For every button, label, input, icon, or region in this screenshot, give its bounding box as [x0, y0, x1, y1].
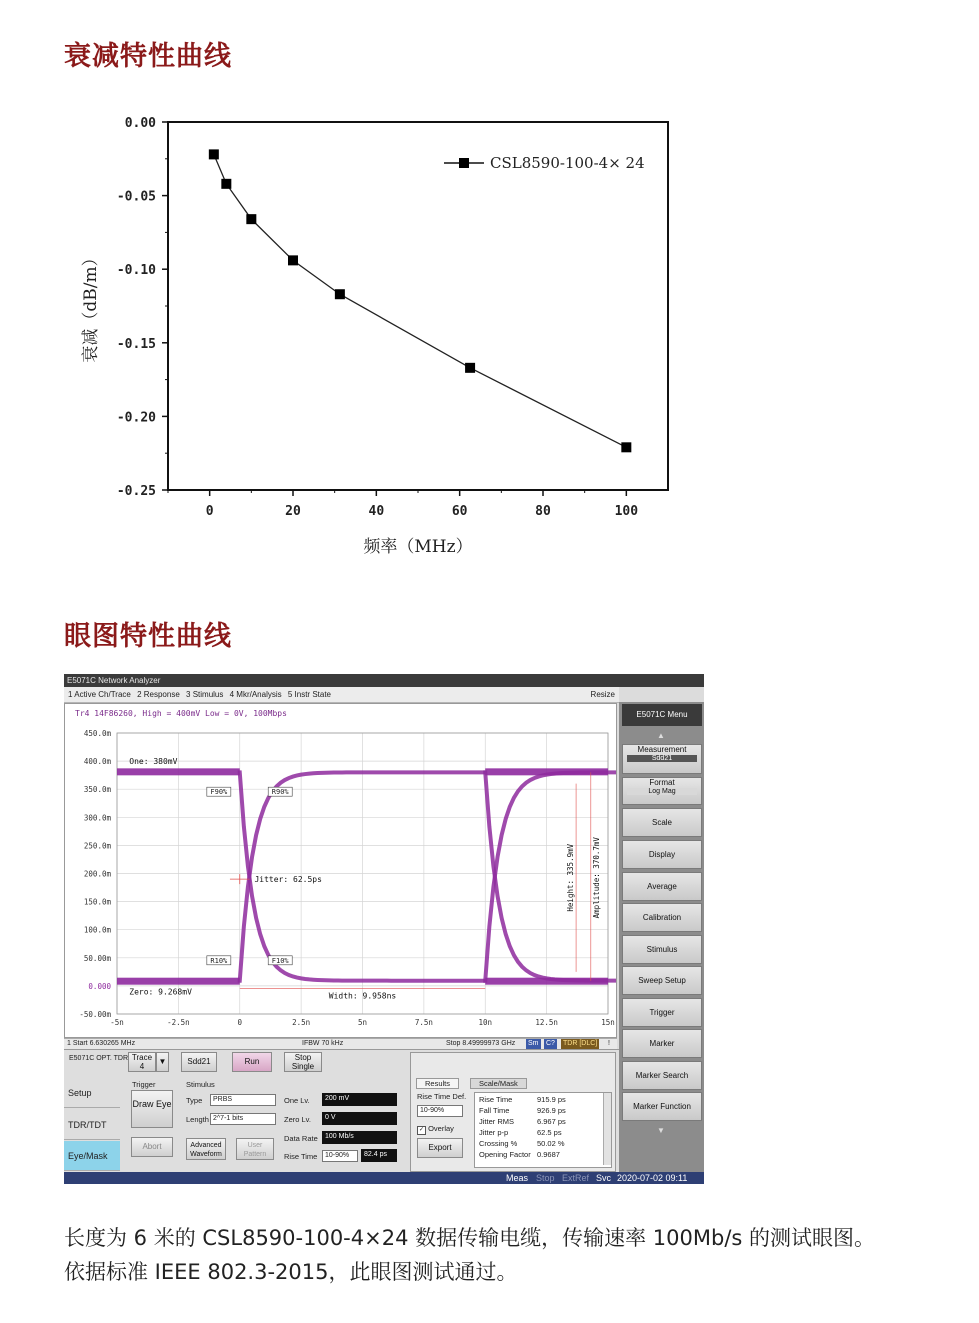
- x-tick-label: 20: [285, 504, 301, 519]
- data-rate-label: Data Rate: [284, 1134, 318, 1143]
- jitter-label: Jitter: 62.5ps: [254, 875, 322, 885]
- y-tick-label: 0.00: [124, 116, 156, 131]
- result-name: Jitter p-p: [479, 1128, 509, 1137]
- overlay-checkbox[interactable]: ✓ Overlay: [418, 1124, 454, 1133]
- y-tick-label: 0.000: [88, 981, 111, 991]
- caption-line-2: 依据标准 IEEE 802.3-2015，此眼图测试通过。: [64, 1260, 518, 1284]
- channel-status-bar: [64, 1038, 617, 1049]
- run-button[interactable]: Run: [232, 1052, 272, 1072]
- x-tick-label: 7.5n: [414, 1018, 433, 1027]
- menu-stimulus[interactable]: 3 Stimulus: [186, 690, 224, 699]
- softkey-sweep-setup[interactable]: Sweep Setup: [622, 966, 702, 995]
- eye-diagram: [65, 704, 616, 1037]
- length-label: Length: [186, 1115, 209, 1124]
- y-tick-label: 300.0m: [83, 813, 111, 823]
- abort-button[interactable]: Abort: [131, 1137, 173, 1157]
- footer-stop: Stop: [536, 1173, 555, 1183]
- status-tag-tdr: TDR [DLC]: [563, 1040, 598, 1047]
- section-heading-attenuation: 衰减特性曲线: [64, 41, 232, 72]
- softkey-menu-title: E5071C Menu: [622, 704, 702, 726]
- menu-bar: [64, 687, 619, 703]
- tdr-brand: E5071C OPT. TDR: [69, 1055, 129, 1062]
- softkey-marker-search[interactable]: Marker Search: [622, 1061, 702, 1090]
- result-name: Crossing %: [479, 1139, 518, 1148]
- user-pattern-button[interactable]: User Pattern: [236, 1138, 274, 1160]
- x-tick-label: 40: [368, 504, 385, 519]
- zero-level-label: Zero: 9.268mV: [129, 987, 192, 997]
- data-point: [221, 179, 231, 189]
- scale-mask-tab[interactable]: Scale/Mask: [470, 1078, 527, 1089]
- footer-svc: Svc: [596, 1173, 612, 1183]
- attenuation-chart: [60, 100, 690, 570]
- results-scrollbar[interactable]: [603, 1093, 611, 1165]
- y-tick-label: -0.05: [116, 189, 156, 205]
- x-tick-label: 5n: [357, 1018, 368, 1027]
- trace-selector[interactable]: Trace 4: [128, 1052, 156, 1072]
- softkey-trigger[interactable]: Trigger: [622, 998, 702, 1027]
- start-freq: 1 Start 6.630265 MHz: [67, 1040, 136, 1047]
- trace-title: Tr4 14F86260, High = 400mV Low = 0V, 100Mbps: [75, 709, 287, 718]
- x-tick-label: 12.5n: [535, 1018, 558, 1027]
- side-tab-setup[interactable]: Setup: [64, 1078, 120, 1108]
- legend-label: CSL8590-100-4× 24: [490, 154, 645, 172]
- data-point: [246, 214, 256, 224]
- series-line: [214, 154, 627, 447]
- result-name: Jitter RMS: [479, 1117, 515, 1126]
- zero-level-trace: [117, 978, 240, 985]
- rise-time-field[interactable]: 82.4 ps: [361, 1149, 397, 1162]
- softkey-menu: [619, 702, 704, 1172]
- result-name: Fall Time: [479, 1106, 510, 1115]
- y-tick-label: 350.0m: [83, 785, 111, 795]
- y-tick-label: -0.25: [116, 484, 156, 499]
- x-tick-label: 2.5n: [292, 1018, 311, 1027]
- rise-time-label: Rise Time: [284, 1152, 318, 1161]
- export-button[interactable]: Export: [417, 1138, 463, 1158]
- stop-single-button[interactable]: Stop Single: [284, 1052, 322, 1072]
- data-rate-field[interactable]: 100 Mb/s: [322, 1131, 397, 1144]
- y-tick-label: 200.0m: [83, 869, 111, 879]
- y-tick-label: 50.00m: [83, 953, 111, 963]
- x-tick-label: 0: [205, 504, 214, 519]
- window-title: E5071C Network Analyzer: [64, 674, 704, 687]
- result-value: 926.9 ps: [537, 1106, 566, 1115]
- y-tick-label: -0.20: [116, 410, 156, 426]
- result-value: 50.02 %: [537, 1139, 565, 1148]
- menu-active-trace[interactable]: 1 Active Ch/Trace: [68, 690, 131, 699]
- data-point: [621, 442, 631, 452]
- x-tick-label: 100: [614, 504, 639, 519]
- menu-instr-state[interactable]: 5 Instr State: [287, 690, 331, 699]
- trigger-label: Trigger: [132, 1080, 156, 1089]
- softkey-average[interactable]: Average: [622, 872, 702, 901]
- side-tab-eye-mask[interactable]: Eye/Mask: [64, 1141, 120, 1171]
- data-point: [465, 363, 475, 373]
- advanced-waveform-button[interactable]: Advanced Waveform: [186, 1138, 226, 1160]
- softkey-measurement[interactable]: Measurement Sdd21: [622, 744, 702, 774]
- rise-time-select[interactable]: 10-90%: [322, 1150, 358, 1162]
- data-point: [209, 149, 219, 159]
- caption-line-1: 长度为 6 米的 CSL8590-100-4×24 数据传输电缆，传输速率 100Mb/s 的测试眼图。: [64, 1226, 876, 1250]
- network-analyzer-window: [64, 674, 704, 1184]
- height-label: Height: 335.9mV: [566, 843, 576, 912]
- softkey-stimulus[interactable]: Stimulus: [622, 935, 702, 964]
- results-table: [474, 1092, 612, 1168]
- softkey-calibration[interactable]: Calibration: [622, 903, 702, 932]
- scroll-up-icon[interactable]: ▲: [657, 731, 665, 740]
- ifbw: IFBW 70 kHz: [302, 1040, 344, 1047]
- x-axis-label: 频率（MHz）: [363, 537, 473, 557]
- stop-freq: Stop 8.49999973 GHz: [446, 1040, 516, 1047]
- marker-f10: F10%: [271, 956, 289, 965]
- result-name: Rise Time: [479, 1095, 513, 1104]
- softkey-format[interactable]: Format Log Mag: [622, 777, 702, 805]
- status-tag-sm: Sm: [528, 1040, 539, 1047]
- data-point: [335, 289, 345, 299]
- legend-marker: [459, 158, 469, 168]
- side-tab-tdr-tdt[interactable]: TDR/TDT: [64, 1110, 120, 1140]
- y-tick-label: -0.10: [116, 263, 156, 279]
- y-tick-label: -50.00m: [79, 1010, 111, 1019]
- one-level-field[interactable]: 200 mV: [322, 1093, 397, 1106]
- param-button[interactable]: Sdd21: [181, 1052, 217, 1072]
- one-level-label: One Lv.: [284, 1096, 310, 1105]
- rise-time-def-select[interactable]: 10-90%: [417, 1105, 463, 1117]
- y-tick-label: 400.0m: [83, 757, 111, 767]
- data-point: [288, 255, 298, 265]
- footer-status-bar: [64, 1172, 704, 1184]
- softkey-scale[interactable]: Scale: [622, 808, 702, 837]
- status-tag-c: C?: [546, 1040, 555, 1047]
- stimulus-label: Stimulus: [186, 1080, 215, 1089]
- result-name: Opening Factor: [479, 1150, 531, 1159]
- amplitude-label: Amplitude: 370.7mV: [591, 837, 601, 919]
- marker-r10: R10%: [210, 956, 228, 965]
- one-level-label: One: 380mV: [129, 757, 178, 767]
- y-axis-label: 衰减（dB/m）: [81, 249, 101, 363]
- one-level-trace: [117, 768, 240, 775]
- x-tick-label: 15n: [601, 1018, 615, 1027]
- result-value: 0.9687: [537, 1150, 560, 1159]
- marker-f90: F90%: [210, 788, 228, 797]
- trace-dropdown-icon[interactable]: ▼: [156, 1052, 169, 1072]
- y-tick-label: 250.0m: [83, 841, 111, 851]
- footer-extref: ExtRef: [562, 1173, 590, 1183]
- draw-eye-button[interactable]: Draw Eye: [131, 1090, 173, 1128]
- y-tick-label: -0.15: [116, 336, 156, 352]
- result-value: 6.967 ps: [537, 1117, 566, 1126]
- y-tick-label: 450.0m: [83, 729, 111, 738]
- marker-r90: R90%: [271, 788, 289, 797]
- width-label: Width: 9.958ns: [328, 991, 397, 1001]
- y-tick-label: 150.0m: [83, 897, 111, 907]
- x-tick-label: 60: [451, 504, 468, 519]
- x-tick-label: -5n: [110, 1018, 124, 1027]
- length-select[interactable]: 2^7-1 bits: [210, 1113, 276, 1125]
- footer-meas: Meas: [506, 1173, 529, 1183]
- type-label: Type: [186, 1096, 203, 1105]
- y-tick-label: 100.0m: [83, 925, 111, 935]
- result-value: 62.5 ps: [537, 1128, 562, 1137]
- x-tick-label: 10n: [478, 1018, 493, 1027]
- footer-datetime: 2020-07-02 09:11: [617, 1173, 688, 1183]
- rise-time-def-label: Rise Time Def.: [417, 1092, 467, 1101]
- section-heading-eye: 眼图特性曲线: [64, 621, 232, 652]
- status-tag-alert: !: [608, 1040, 610, 1047]
- zero-level-label: Zero Lv.: [284, 1115, 311, 1124]
- menu-mkr-analysis[interactable]: 4 Mkr/Analysis: [229, 690, 282, 699]
- type-select[interactable]: PRBS: [210, 1094, 276, 1106]
- tdr-control-panel: [64, 1049, 619, 1173]
- menu-response[interactable]: 2 Response: [137, 690, 180, 699]
- x-tick-label: 80: [535, 504, 551, 519]
- softkey-marker-function[interactable]: Marker Function: [622, 1092, 702, 1121]
- resize-button[interactable]: Resize: [590, 690, 615, 699]
- plot-frame: [168, 122, 668, 490]
- result-value: 915.9 ps: [537, 1095, 566, 1104]
- zero-level-field[interactable]: 0 V: [322, 1112, 397, 1125]
- x-tick-label: 0: [237, 1018, 243, 1027]
- eye-plot-frame: [64, 703, 617, 1038]
- softkey-marker[interactable]: Marker: [622, 1029, 702, 1058]
- x-tick-label: -2.5n: [167, 1018, 190, 1027]
- scroll-down-icon[interactable]: ▼: [657, 1126, 665, 1135]
- softkey-display[interactable]: Display: [622, 840, 702, 869]
- results-tab[interactable]: Results: [416, 1078, 459, 1089]
